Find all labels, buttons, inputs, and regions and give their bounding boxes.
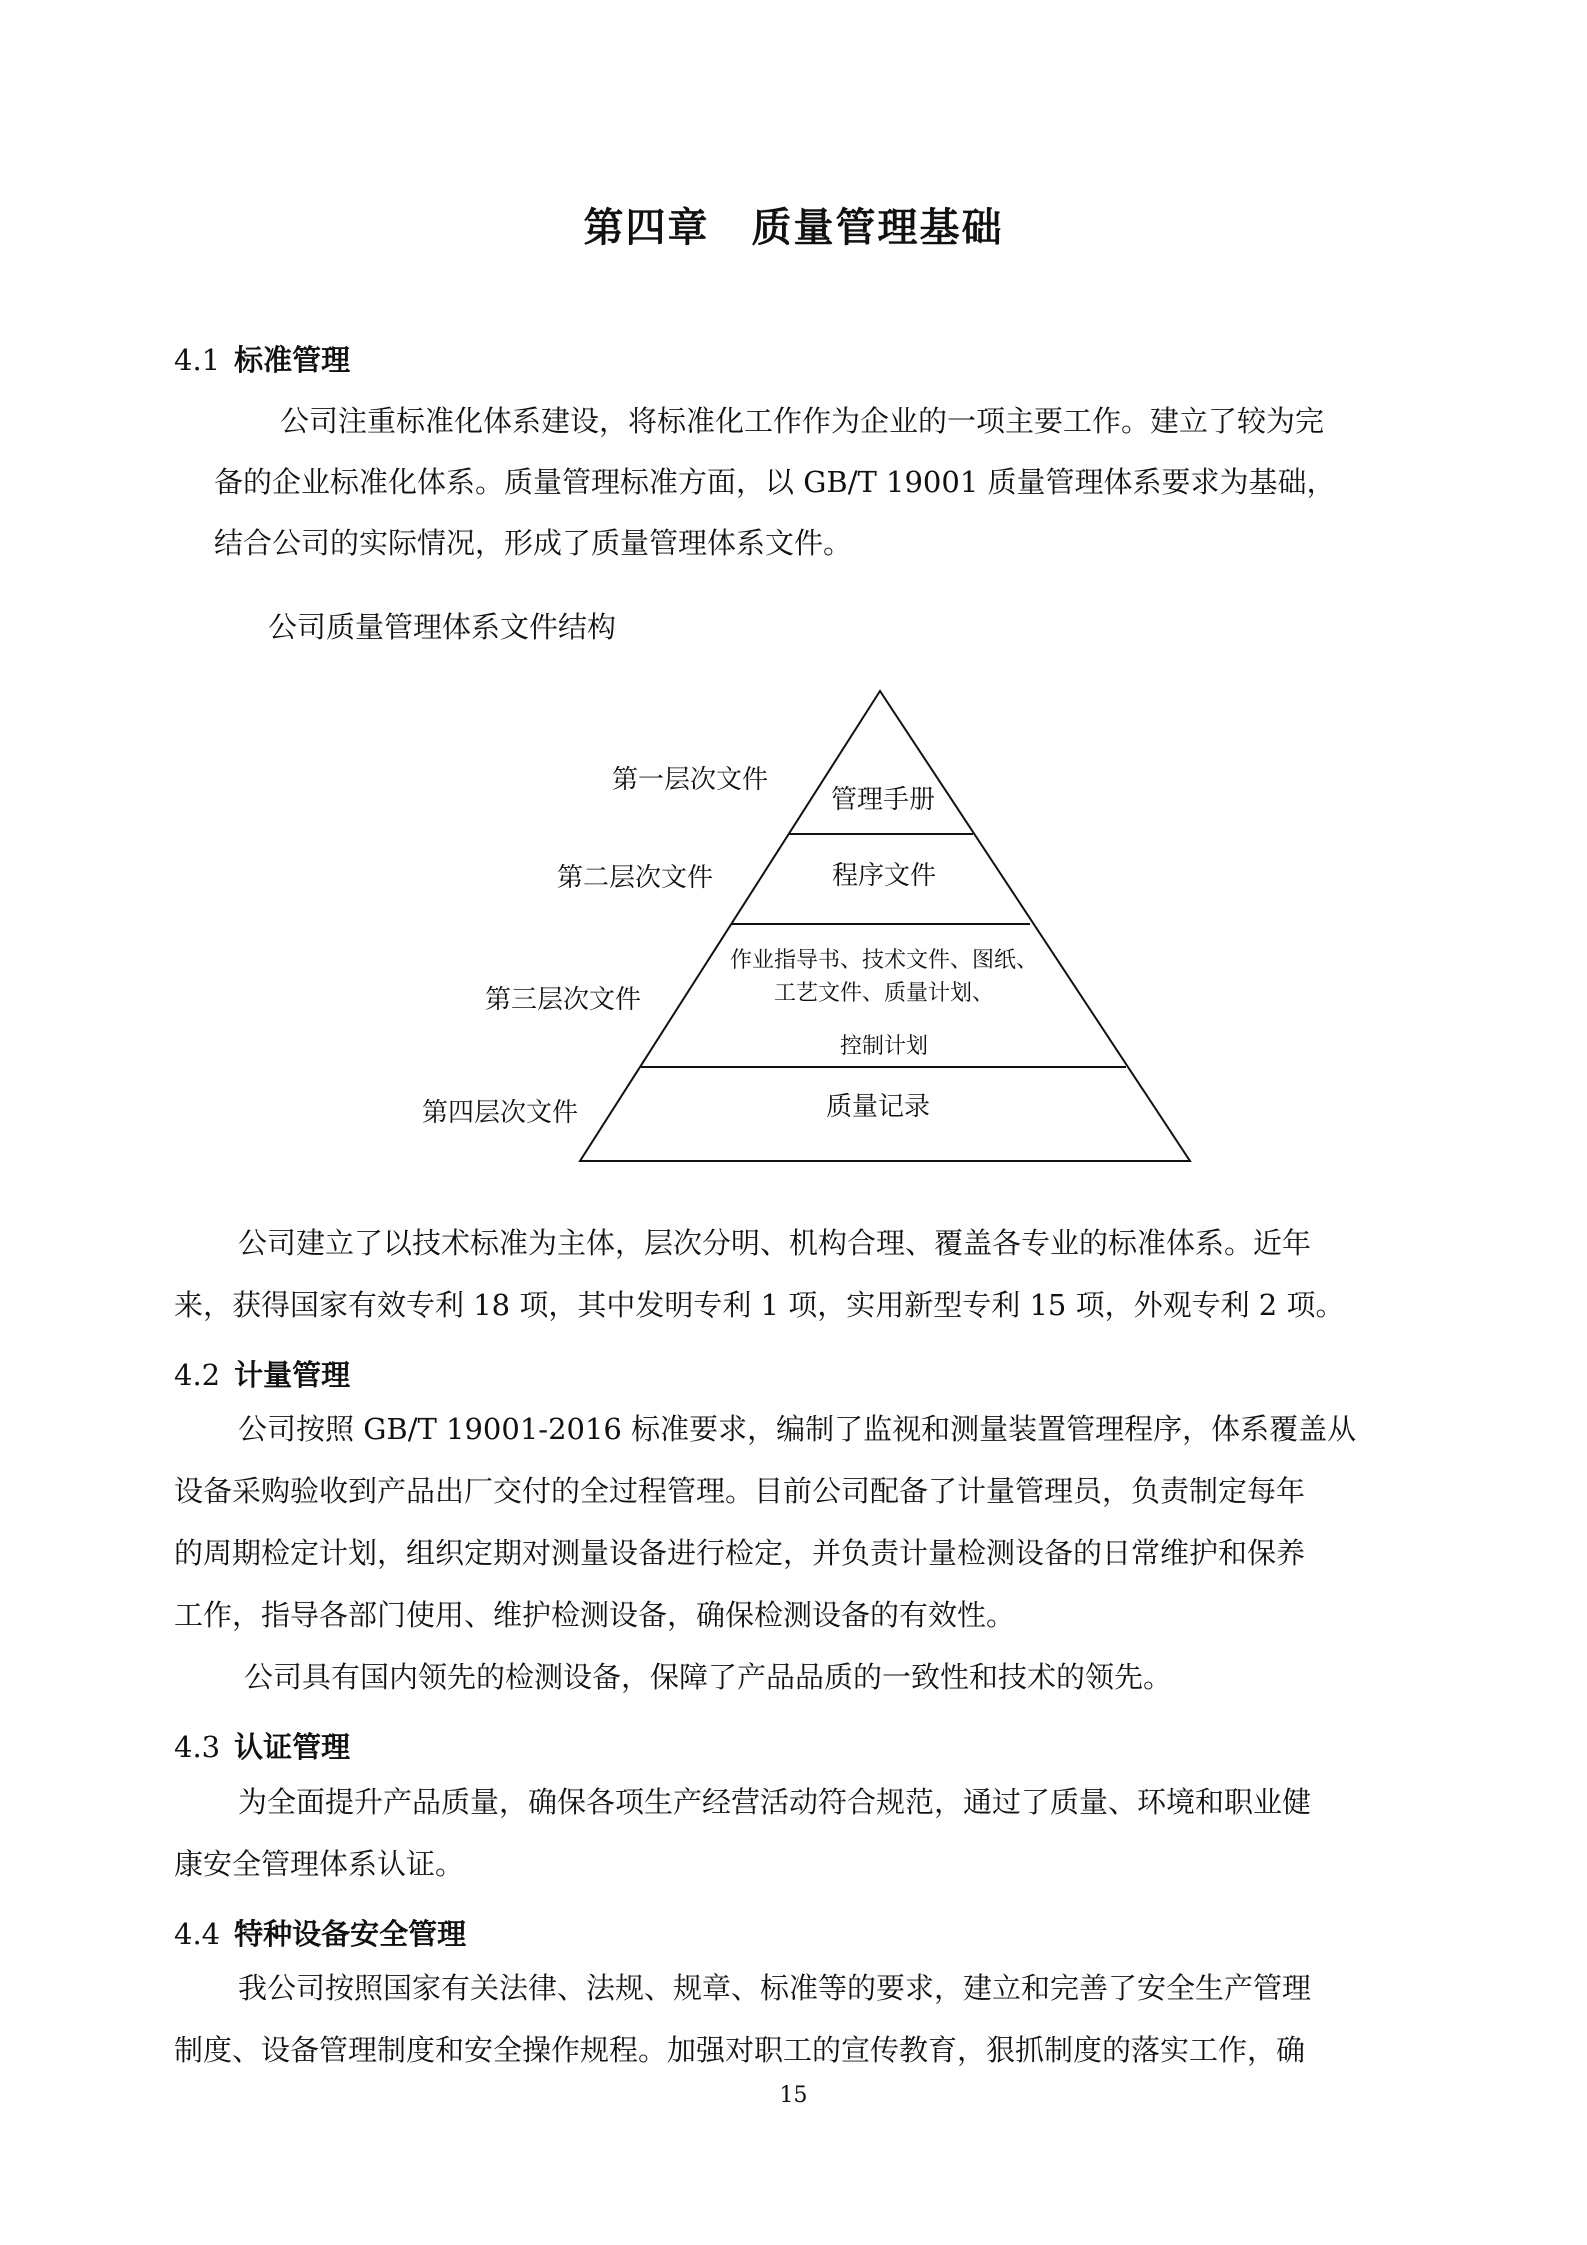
level3-content-line1: 作业指导书、技术文件、图纸、 [729, 948, 1039, 973]
level1-content: 管理手册 [830, 785, 936, 815]
section-heading-4-2: 4.2 计量管理 [174, 1358, 351, 1392]
level2-label: 第二层次文件 [556, 863, 714, 893]
level3-content-line3: 控制计划 [839, 1034, 929, 1059]
paragraph-line: 为全面提升产品质量，确保各项生产经营活动符合规范，通过了质量、环境和职业健 [238, 1785, 1312, 1819]
paragraph-line: 的周期检定计划，组织定期对测量设备进行检定，并负责计量检测设备的日常维护和保养 [174, 1536, 1306, 1570]
paragraph-line: 结合公司的实际情况，形成了质量管理体系文件。 [214, 526, 853, 560]
paragraph-line: 公司建立了以技术标准为主体，层次分明、机构合理、覆盖各专业的标准体系。近年 [238, 1226, 1312, 1260]
paragraph-line: 制度、设备管理制度和安全操作规程。加强对职工的宣传教育，狠抓制度的落实工作，确 [174, 2033, 1306, 2067]
level2-content: 程序文件 [831, 861, 937, 891]
paragraph-line: 工作，指导各部门使用、维护检测设备，确保检测设备的有效性。 [174, 1598, 1016, 1632]
chapter-name: 质量管理基础 [751, 205, 1004, 251]
section-heading-4-3: 4.3 认证管理 [174, 1730, 351, 1764]
level3-label: 第三层次文件 [484, 985, 642, 1015]
paragraph-line: 康安全管理体系认证。 [174, 1847, 465, 1881]
paragraph-line: 公司具有国内领先的检测设备，保障了产品品质的一致性和技术的领先。 [244, 1660, 1173, 1694]
pyramid-outline [580, 691, 1190, 1161]
level4-content: 质量记录 [825, 1092, 931, 1122]
figure-caption: 公司质量管理体系文件结构 [268, 610, 617, 644]
pyramid-diagram [400, 680, 1200, 1180]
paragraph-line: 我公司按照国家有关法律、法规、规章、标准等的要求，建立和完善了安全生产管理 [238, 1971, 1312, 2005]
pyramid-svg [400, 680, 1200, 1180]
level1-label: 第一层次文件 [611, 765, 769, 795]
paragraph-line: 公司注重标准化体系建设，将标准化工作作为企业的一项主要工作。建立了较为完 [280, 404, 1325, 438]
paragraph-line: 备的企业标准化体系。质量管理标准方面，以 GB/T 19001 质量管理体系要求为基础， [214, 465, 1336, 499]
paragraph-line: 设备采购验收到产品出厂交付的全过程管理。目前公司配备了计量管理员，负责制定每年 [174, 1474, 1306, 1508]
page-number: 15 [779, 2083, 808, 2108]
level3-content-line2: 工艺文件、质量计划、 [773, 981, 995, 1006]
chapter-title [0, 196, 1587, 253]
section-heading-4-1: 4.1 标准管理 [174, 343, 351, 377]
paragraph-line: 来，获得国家有效专利 18 项，其中发明专利 1 项，实用新型专利 15 项，外观专利 2 项。 [174, 1288, 1345, 1322]
section-heading-4-4: 4.4 特种设备安全管理 [174, 1917, 467, 1951]
chapter-number: 第四章 [583, 205, 710, 251]
paragraph-line: 公司按照 GB/T 19001-2016 标准要求，编制了监视和测量装置管理程序，体系覆盖从 [238, 1412, 1357, 1446]
level4-label: 第四层次文件 [421, 1098, 579, 1128]
